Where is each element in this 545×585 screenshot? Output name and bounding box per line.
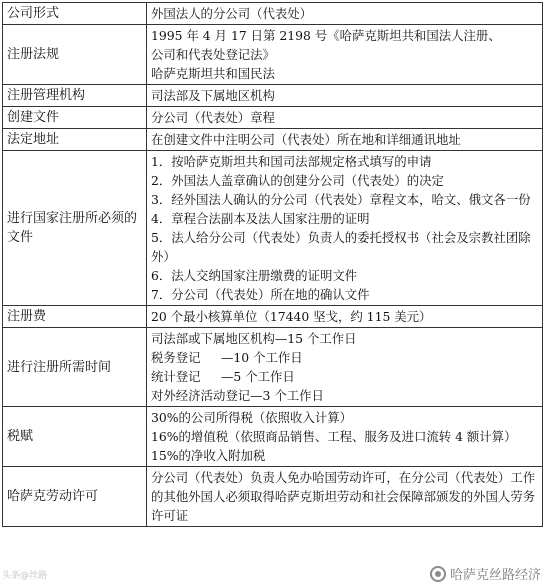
row-value-founding-docs: 分公司（代表处）章程	[147, 107, 543, 129]
table-row	[3, 407, 543, 467]
table-row	[3, 3, 543, 25]
watermark-right-text: 哈萨克丝路经济	[449, 568, 541, 583]
registration-table	[2, 2, 543, 527]
time-line	[151, 367, 538, 386]
table-row	[3, 151, 543, 306]
table-row	[3, 25, 543, 85]
time-line	[151, 386, 538, 405]
table-row	[3, 107, 543, 129]
time-label: 对外经济活动登记	[151, 388, 251, 403]
row-key-work-permit: 哈萨克劳动许可	[3, 467, 147, 527]
doc-item: 2．外国法人盖章确认的创建分公司（代表处）的决定	[151, 173, 444, 188]
table-row	[3, 306, 543, 328]
doc-item: 3．经外国法人确认的分公司（代表处）章程文本，哈文、俄文各一份	[151, 192, 531, 207]
tax-item: 16%的增值税（依照商品销售、工程、服务及进口流转 4 额计算）	[151, 429, 517, 444]
watermark-left: 头条@丝路	[2, 571, 48, 581]
time-value: —3 个工作日	[250, 388, 324, 403]
row-value-required-docs	[147, 151, 543, 306]
time-label: 统计登记	[151, 369, 201, 384]
row-value-taxes	[147, 407, 543, 467]
row-key-legal-address: 法定地址	[3, 129, 147, 151]
table-row	[3, 467, 543, 527]
tax-item: 30%的公司所得税（依照收入计算）	[151, 410, 353, 425]
row-key-required-docs: 进行国家注册所必须的文件	[3, 151, 147, 306]
doc-item: 6．法人交纳国家注册缴费的证明文件	[151, 268, 358, 283]
row-key-reg-fee: 注册费	[3, 306, 147, 328]
wechat-logo-icon	[430, 566, 446, 582]
doc-item: 1．按哈萨克斯坦共和国司法部规定格式填写的申请	[151, 154, 432, 169]
doc-item: 4．章程合法副本及法人国家注册的证明	[151, 211, 370, 226]
row-value-reg-fee: 20 个最小核算单位（17440 坚戈，约 115 美元）	[147, 306, 543, 328]
table-row	[3, 328, 543, 407]
law-line: 哈萨克斯坦共和国民法	[151, 66, 275, 81]
row-key-reg-time: 进行注册所需时间	[3, 328, 147, 407]
row-key-taxes: 税赋	[3, 407, 147, 467]
row-value-reg-law	[147, 25, 543, 85]
time-label: 税务登记	[151, 350, 201, 365]
doc-item: 7．分公司（代表处）所在地的确认文件	[151, 287, 370, 302]
law-line: 公司和代表处登记法》	[151, 47, 275, 62]
doc-item: 5．法人给分公司（代表处）负责人的委托授权书（社会及宗教社团除外）	[151, 230, 531, 264]
row-key-reg-authority: 注册管理机构	[3, 85, 147, 107]
table-row	[3, 129, 543, 151]
row-value-reg-authority: 司法部及下属地区机构	[147, 85, 543, 107]
row-key-reg-law: 注册法规	[3, 25, 147, 85]
table-row	[3, 85, 543, 107]
time-value: —10 个工作日	[221, 350, 303, 365]
time-line	[151, 329, 538, 348]
time-label: 司法部或下属地区机构	[151, 331, 275, 346]
row-value-legal-address: 在创建文件中注明公司（代表处）所在地和详细通讯地址	[147, 129, 543, 151]
time-value: —15 个工作日	[274, 331, 357, 346]
tax-item: 15%的净收入附加税	[151, 448, 266, 463]
row-value-work-permit: 分公司（代表处）负责人免办哈国劳动许可，在分公司（代表处）工作的其他外国人必须取得哈萨克斯坦劳动和社会保障部颁发的外国人劳务许可证	[147, 467, 543, 527]
law-line: 1995 年 4 月 17 日第 2198 号《哈萨克斯坦共和国法人注册、	[151, 28, 501, 43]
row-value-reg-time	[147, 328, 543, 407]
row-key-founding-docs: 创建文件	[3, 107, 147, 129]
watermark-right	[430, 564, 541, 583]
row-key-company-form: 公司形式	[3, 3, 147, 25]
row-value-company-form: 外国法人的分公司（代表处）	[147, 3, 543, 25]
time-value: —5 个工作日	[221, 369, 295, 384]
time-line	[151, 348, 538, 367]
